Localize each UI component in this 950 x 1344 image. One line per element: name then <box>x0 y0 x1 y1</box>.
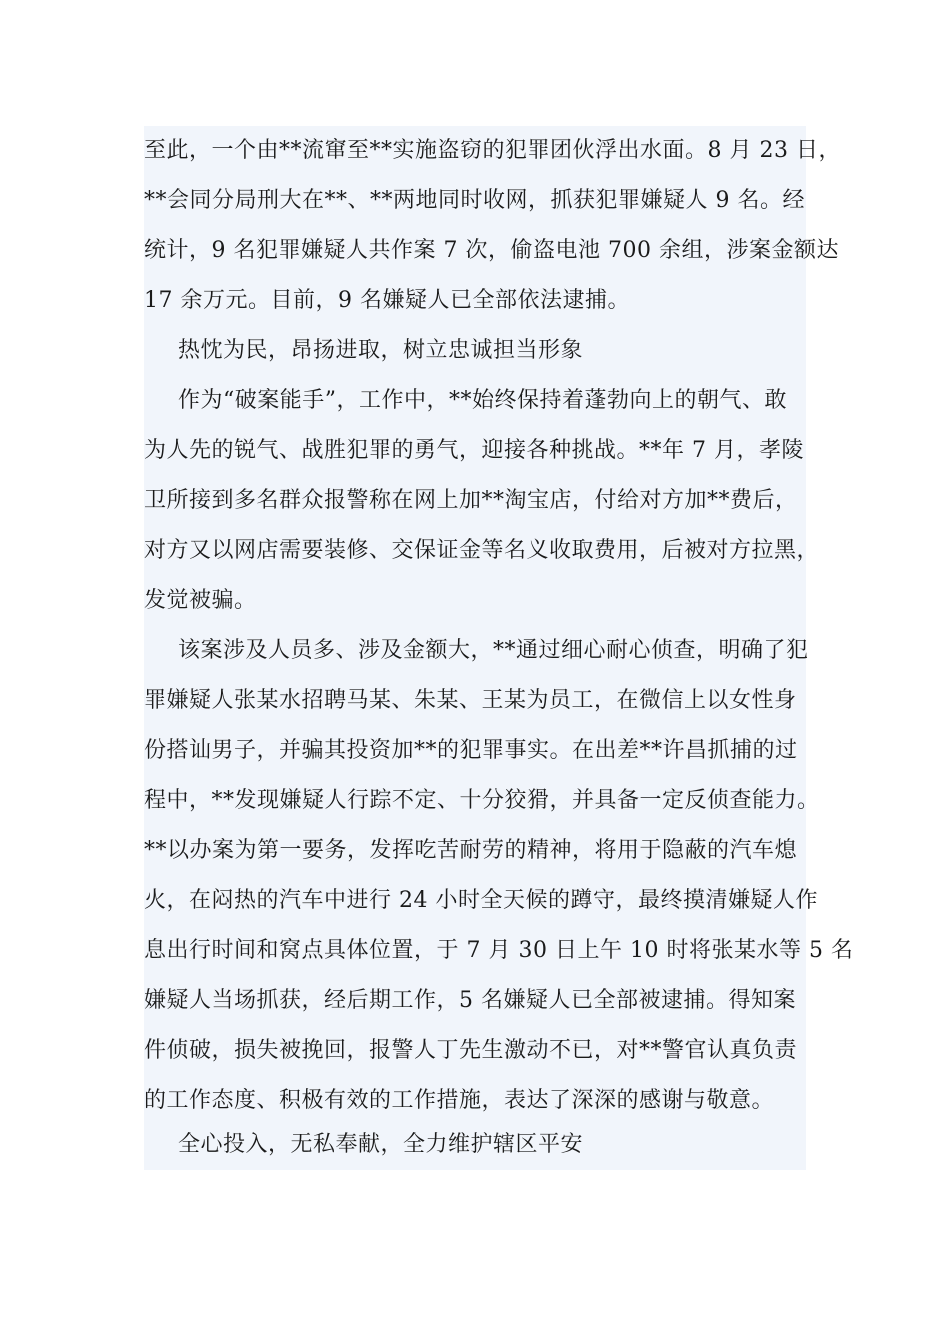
paragraph-line: 的工作态度、积极有效的工作措施，表达了深深的感谢与敬意。 <box>144 1088 775 1113</box>
paragraph-line: 份搭讪男子，并骗其投资加**的犯罪事实。在出差**许昌抓捕的过 <box>144 738 798 763</box>
section-heading: 全心投入，无私奉献，全力维护辖区平安 <box>178 1132 584 1157</box>
paragraph-line: 火，在闷热的汽车中进行 24 小时全天候的蹲守，最终摸清嫌疑人作 <box>144 888 818 913</box>
paragraph-line: 统计，9 名犯罪嫌疑人共作案 7 次，偷盗电池 700 余组，涉案金额达 <box>144 238 839 263</box>
paragraph-line: 该案涉及人员多、涉及金额大，**通过细心耐心侦查，明确了犯 <box>178 638 809 663</box>
paragraph-line: 嫌疑人当场抓获，经后期工作，5 名嫌疑人已全部被逮捕。得知案 <box>144 988 796 1013</box>
paragraph-line: 件侦破，损失被挽回，报警人丁先生激动不已，对**警官认真负责 <box>144 1038 798 1063</box>
paragraph-line: 17 余万元。目前，9 名嫌疑人已全部依法逮捕。 <box>144 288 630 313</box>
paragraph-line: 息出行时间和窝点具体位置，于 7 月 30 日上午 10 时将张某水等 5 名 <box>144 938 854 963</box>
paragraph-line: 至此，一个由**流窜至**实施盗窃的犯罪团伙浮出水面。8 月 23 日， <box>144 138 841 163</box>
paragraph-line: **以办案为第一要务，发挥吃苦耐劳的精神，将用于隐蔽的汽车熄 <box>144 838 798 863</box>
section-heading: 热忱为民，昂扬进取，树立忠诚担当形象 <box>178 338 584 363</box>
paragraph-line: 罪嫌疑人张某水招聘马某、朱某、王某为员工，在微信上以女性身 <box>144 688 797 713</box>
paragraph-line: 作为“破案能手”，工作中，**始终保持着蓬勃向上的朝气、敢 <box>178 388 787 413</box>
paragraph-line: 卫所接到多名群众报警称在网上加**淘宝店，付给对方加**费后， <box>144 488 798 513</box>
document-text-block <box>144 126 854 1170</box>
paragraph-line: 发觉被骗。 <box>144 588 257 613</box>
paragraph-line: 对方又以网店需要装修、交保证金等名义收取费用，后被对方拉黑， <box>144 538 820 563</box>
paragraph-line: **会同分局刑大在**、**两地同时收网，抓获犯罪嫌疑人 9 名。经 <box>144 188 805 213</box>
paragraph-line: 为人先的锐气、战胜犯罪的勇气，迎接各种挑战。**年 7 月，孝陵 <box>144 438 804 463</box>
paragraph-line: 程中，**发现嫌疑人行踪不定、十分狡猾，并具备一定反侦查能力。 <box>144 788 820 813</box>
